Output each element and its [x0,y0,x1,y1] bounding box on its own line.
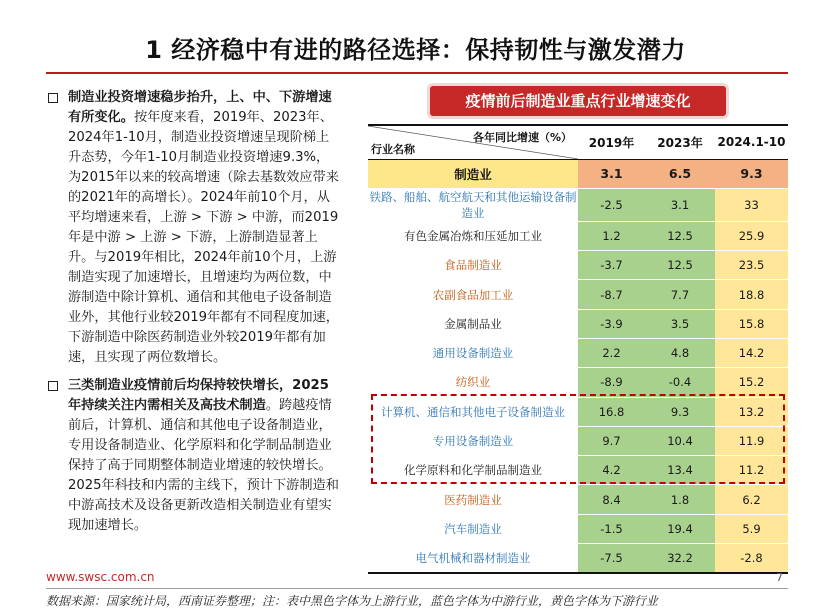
value-2019-cell: -7.5 [578,544,645,573]
value-2023-cell: 13.4 [645,456,715,485]
value-2024-cell: 6.2 [715,485,788,514]
bullet-lead: 制造业投资增速稳步抬升，上、中、下游增速有所变化。 [68,90,332,125]
value-2023-cell: 9.3 [645,397,715,426]
bullet-lead: 三类制造业疫情前后均保持较快增长，2025年持续关注内需相关及高技术制造 [68,378,329,413]
industry-name-cell: 汽车制造业 [368,514,578,543]
value-2019-cell: -3.7 [578,251,645,280]
value-2019-cell: -8.7 [578,280,645,309]
page-title: 1 经济稳中有进的路径选择：保持韧性与激发潜力 [145,36,686,64]
value-2023-cell: 3.1 [645,188,715,221]
column-header-2023: 2023年 [645,125,715,159]
value-2023-cell: 6.5 [645,159,715,188]
value-2024-cell: 15.2 [715,368,788,397]
industry-growth-table [368,124,788,574]
header-measure-label: 各年同比增速（%） [472,131,572,144]
table-row [368,456,788,485]
value-2024-cell: 15.8 [715,309,788,338]
industry-name-cell: 铁路、船舶、航空航天和其他运输设备制造业 [369,189,577,220]
square-bullet-icon [48,93,58,103]
value-2024-cell: 23.5 [715,251,788,280]
value-2024-cell: 5.9 [715,514,788,543]
table-row [368,280,788,309]
industry-name-cell: 化学原料和化学制品制造业 [368,456,578,485]
header-industry-label: 行业名称 [371,142,415,156]
industry-name-cell: 计算机、通信和其他电子设备制造业 [368,397,578,426]
value-2024-cell: 13.2 [715,397,788,426]
value-2023-cell: 32.2 [645,544,715,573]
table-row [368,159,788,188]
square-bullet-icon [48,381,58,391]
footer-url: www.swsc.com.cn [46,570,155,584]
value-2019-cell: 3.1 [578,159,645,188]
industry-name-cell: 制造业 [368,159,578,188]
table-row [368,251,788,280]
value-2023-cell: -0.4 [645,368,715,397]
footer-divider [46,588,788,589]
table-row [368,368,788,397]
table-row [368,397,788,426]
industry-name-cell: 有色金属冶炼和压延加工业 [368,221,578,250]
table-row [368,544,788,573]
value-2023-cell: 7.7 [645,280,715,309]
value-2023-cell: 19.4 [645,514,715,543]
value-2019-cell: -2.5 [578,188,645,221]
value-2023-cell: 12.5 [645,251,715,280]
value-2023-cell: 3.5 [645,309,715,338]
diagonal-header-cell [368,125,578,159]
value-2019-cell: 16.8 [578,397,645,426]
table-title: 疫情前后制造业重点行业增速变化 [430,86,726,116]
value-2019-cell: -1.5 [578,514,645,543]
column-header-2024: 2024.1-10 [715,125,788,159]
value-2023-cell: 4.8 [645,338,715,367]
industry-name-cell: 通用设备制造业 [368,338,578,367]
value-2019-cell: 4.2 [578,456,645,485]
industry-name-cell: 纺织业 [368,368,578,397]
value-2024-cell: 33 [715,188,788,221]
column-header-2019: 2019年 [578,125,645,159]
value-2019-cell: -3.9 [578,309,645,338]
industry-name-cell: 专用设备制造业 [368,426,578,455]
value-2024-cell: 14.2 [715,338,788,367]
industry-name-cell: 电气机械和器材制造业 [368,544,578,573]
value-2023-cell: 10.4 [645,426,715,455]
table-row [368,338,788,367]
value-2019-cell: 1.2 [578,221,645,250]
bullet-body: 。跨越疫情前后，计算机、通信和其他电子设备制造业，专用设备制造业、化学原料和化学制品制造业保持了高于同期整体制造业增速的较快增长。2025年科技和内需的主线下，预计下游制造和中游高技术及设备更新改造相关制造业有望实现加速增长。 [68,398,339,533]
title-divider [46,72,788,74]
value-2024-cell: -2.8 [715,544,788,573]
value-2024-cell: 11.2 [715,456,788,485]
value-2019-cell: 9.7 [578,426,645,455]
table-row [368,309,788,338]
table-header-row [368,125,788,159]
value-2023-cell: 12.5 [645,221,715,250]
value-2024-cell: 25.9 [715,221,788,250]
value-2024-cell: 9.3 [715,159,788,188]
table-row [368,188,788,221]
table-row [368,221,788,250]
bullet-body: 按年度来看，2019年、2023年、2024年1-10月，制造业投资增速呈现阶梯上升态势，今年1-10月制造业投资增速9.3%，为2015年以来的较高增速（除去基数效应带来的2021年的高增长）。2024年前10个月，从平均增速来看，上游 > 下游 > 中游，而2019年是中游 > 上游 > 下游，上游制造显著上升。与2019年相比，2024年前10个月，上游制造实现了加速增长，且增速均为两位数，中游制造中除计算机、通信和其他电子设备制造业外，其他行业较2019年都有不同程度加速，下游制造中除医药制造业外较2019年都有加速，且实现了两位数增长。 [68,110,339,365]
table-row [368,426,788,455]
value-2024-cell: 18.8 [715,280,788,309]
value-2019-cell: 2.2 [578,338,645,367]
page-number: 7 [776,571,783,584]
value-2019-cell: -8.9 [578,368,645,397]
value-2023-cell: 1.8 [645,485,715,514]
table-row [368,514,788,543]
value-2019-cell: 8.4 [578,485,645,514]
bullet-item [46,88,342,368]
source-note: 数据来源：国家统计局，西南证券整理；注：表中黑色字体为上游行业，蓝色字体为中游行业，黄色字体为下游行业 [46,594,659,608]
value-2024-cell: 11.9 [715,426,788,455]
industry-name-cell: 农副食品加工业 [368,280,578,309]
industry-name-cell: 食品制造业 [368,251,578,280]
text-column [46,88,342,536]
bullet-item [46,376,342,536]
industry-name-cell: 医药制造业 [368,485,578,514]
industry-name-cell: 金属制品业 [368,309,578,338]
table-row [368,485,788,514]
